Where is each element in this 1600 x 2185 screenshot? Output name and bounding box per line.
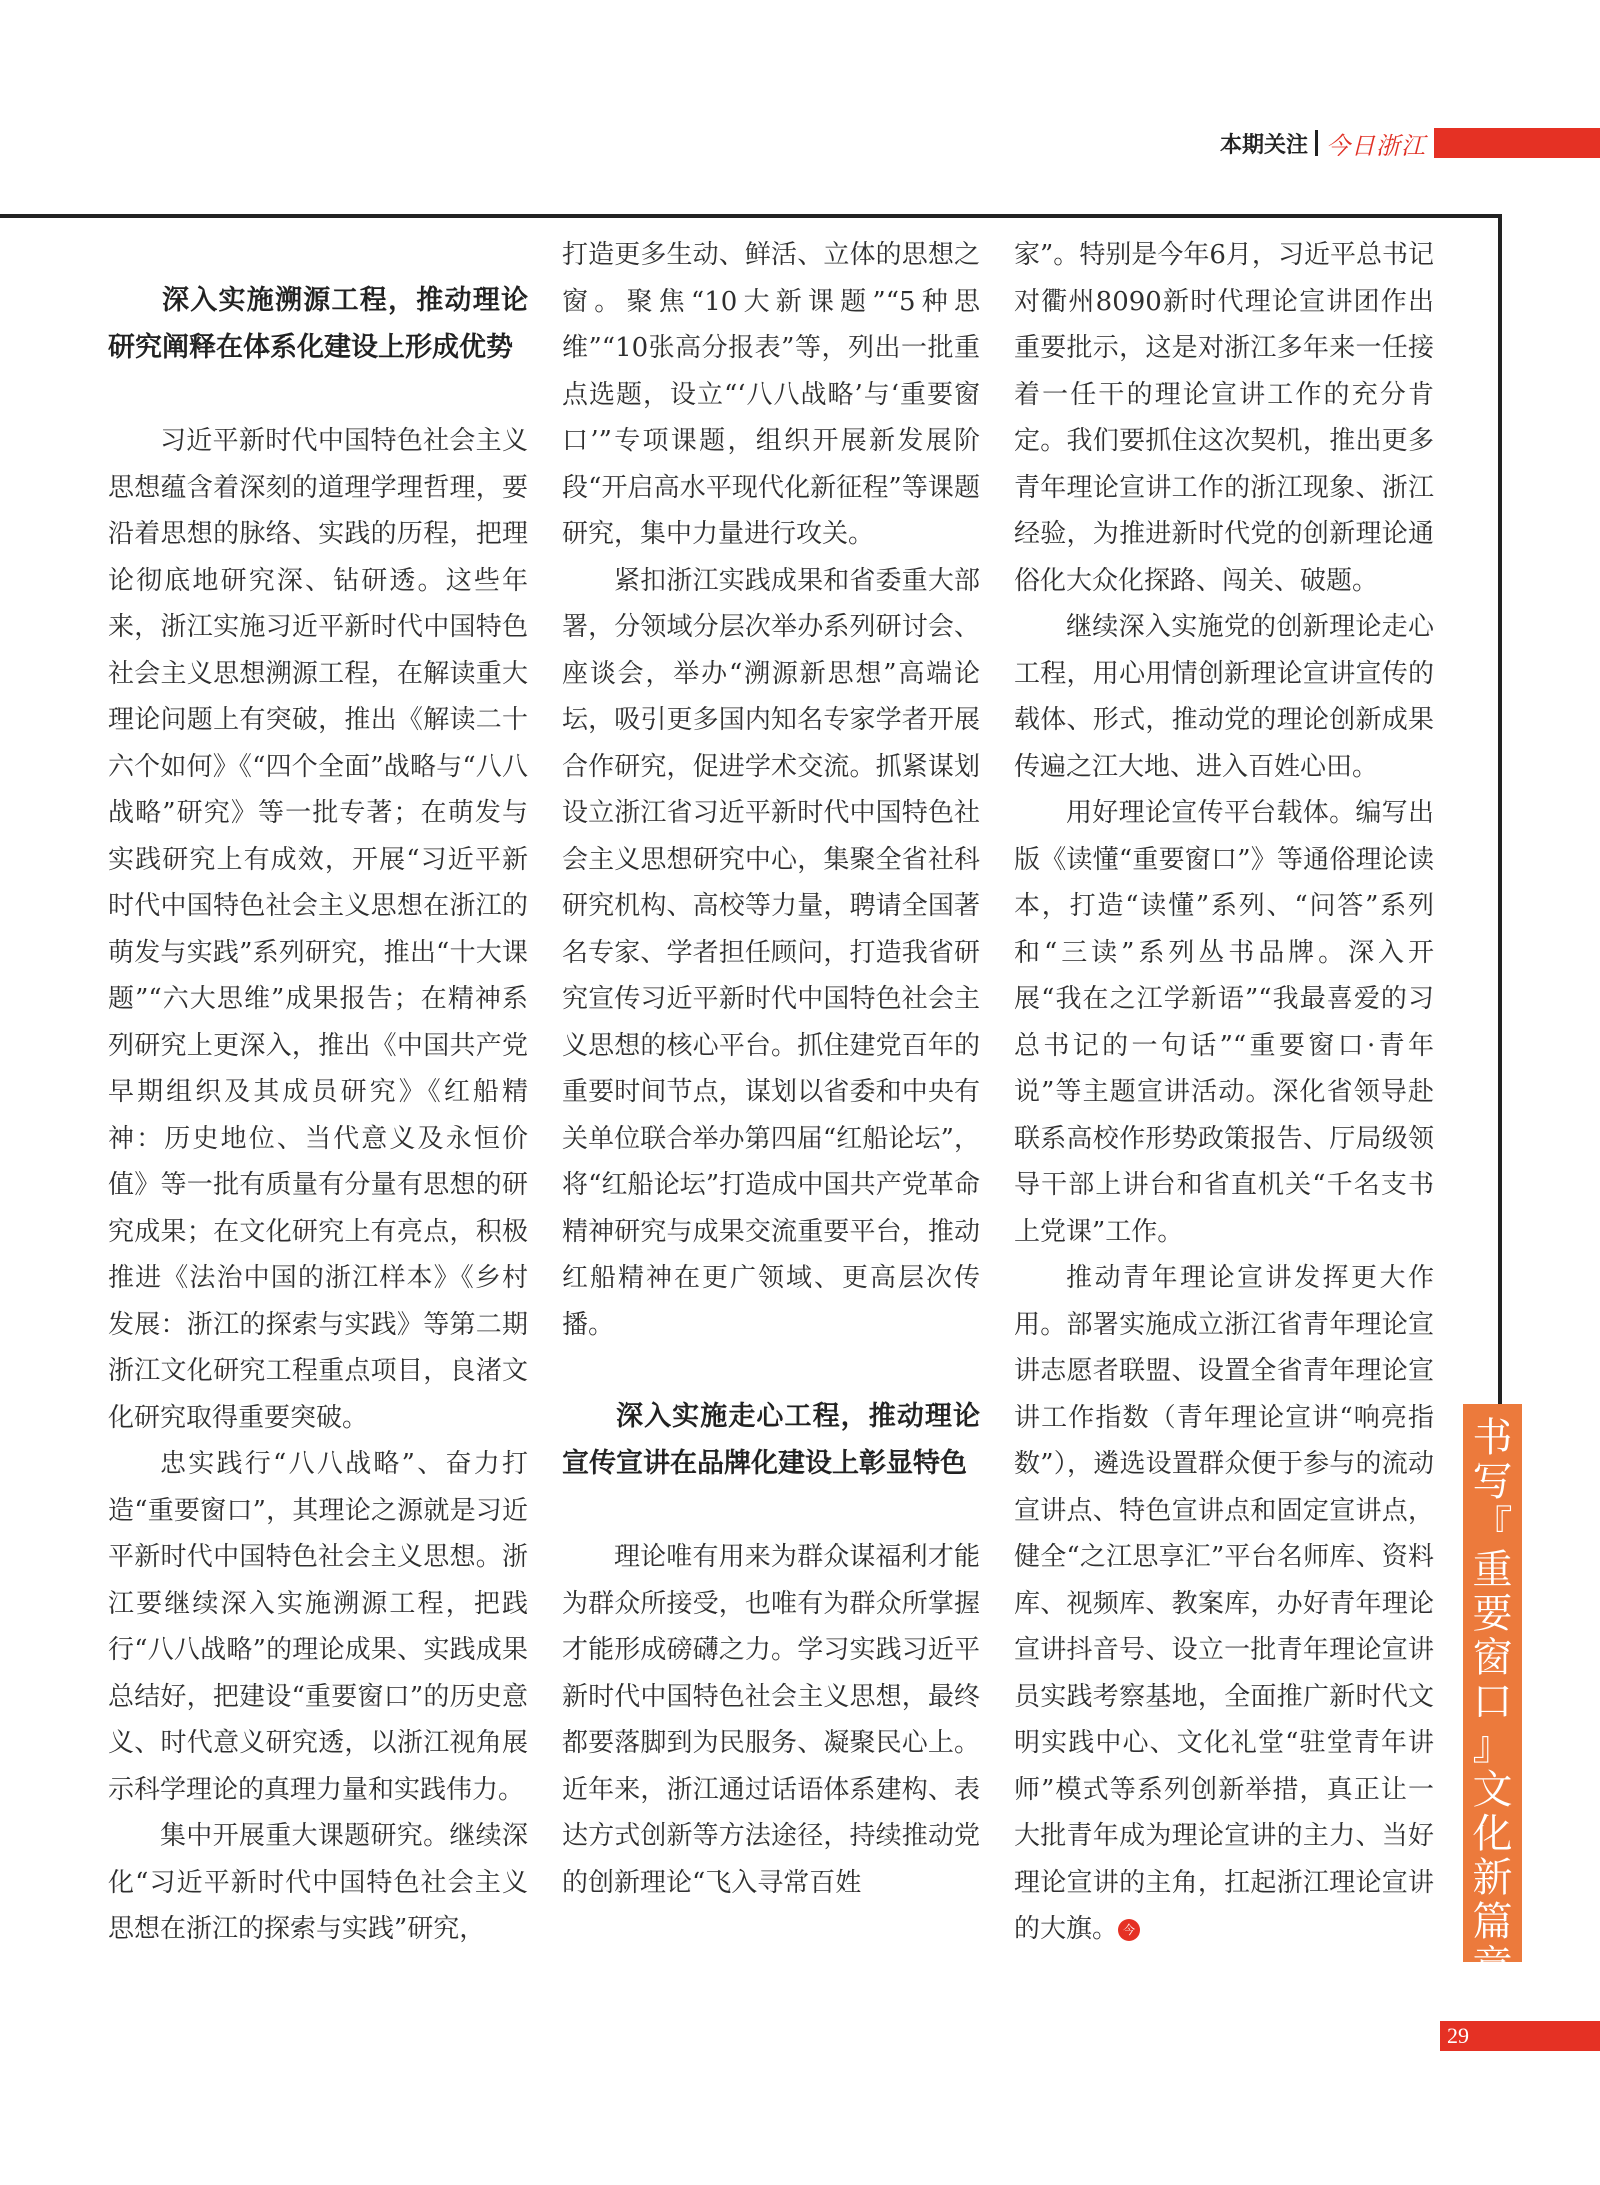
paragraph: 用好理论宣传平台载体。编写出版《读懂“重要窗口”》等通俗理论读本，打造“读懂”系列、“问答”系列和“三读”系列丛书品牌。深入开展“我在之江学新语”“我最喜爱的习总书记的一句话”“重要窗口·青年说”等主题宣讲活动。深化省领导赴联系高校作形势政策报告、厅局级领导干部上讲台和省直机关“千名支书上党课”工作。: [1014, 798, 1434, 1247]
tag-char: 书: [1472, 1415, 1513, 1461]
tag-char: 窗: [1472, 1635, 1513, 1681]
paragraph: 家”。特别是今年6月，习近平总书记对衢州8090新时代理论宣讲团作出重要批示，这是对浙江多年来一任接着一任干的理论宣讲工作的充分肯定。我们要抓住这次契机，推出更多青年理论宣讲工作的浙江现象、浙江经验，为推进新时代党的创新理论通俗化大众化探路、闯关、破题。: [1014, 240, 1434, 596]
frame-top-rule: [0, 214, 1501, 218]
paragraph-text: 推动青年理论宣讲发挥更大作用。部署实施成立浙江省青年理论宣讲志愿者联盟、设置全省青年理论宣讲工作指数（青年理论宣讲“响亮指数”），遴选设置群众便于参与的流动宣讲点、特色宣讲点和固定宣讲点，健全“之江思享汇”平台名师库、资料库、视频库、教案库，办好青年理论宣讲抖音号、设立一批青年理论宣讲员实践考察基地，全面推广新时代文明实践中心、文化礼堂“驻堂青年讲师”模式等系列创新举措，真正让一大批青年成为理论宣讲的主力、当好理论宣讲的主角，扛起浙江理论宣讲的大旗。: [1014, 1263, 1434, 1944]
header-red-bar: [1434, 128, 1600, 158]
paragraph: 继续深入实施党的创新理论走心工程，用心用情创新理论宣讲宣传的载体、形式，推动党的理论创新成果传遍之江大地、进入百姓心田。: [1014, 612, 1434, 782]
tag-char: 『: [1472, 1503, 1513, 1549]
tag-char: 重: [1472, 1547, 1513, 1593]
end-of-article-icon: 今: [1118, 1919, 1140, 1941]
magazine-logo: 今日浙江: [1326, 131, 1426, 160]
tag-char: 章: [1472, 1943, 1513, 1989]
paragraph: 习近平新时代中国特色社会主义思想蕴含着深刻的道理学理哲理，要沿着思想的脉络、实践的历程，把理论彻底地研究深、钻研透。这些年来，浙江实施习近平新时代中国特色社会主义思想溯源工程，在解读重大理论问题上有突破，推出《解读二十六个如何》《“四个全面”战略与“八八战略”研究》等一批专著；在萌发与实践研究上有成效，开展“习近平新时代中国特色社会主义思想在浙江的萌发与实践”系列研究，推出“十大课题”“六大思维”成果报告；在精神系列研究上更深入，推出《中国共产党早期组织及其成员研究》《红船精神：历史地位、当代意义及永恒价值》等一批有质量有分量有思想的研究成果；在文化研究上有亮点，积极推进《法治中国的浙江样本》《乡村发展：浙江的探索与实践》等第二期浙江文化研究工程重点项目，良渚文化研究取得重要突破。: [108, 426, 528, 1433]
paragraph: [1014, 1255, 1434, 1953]
paragraph: 打造更多生动、鲜活、立体的思想之窗。聚焦“10大新课题”“5种思维”“10张高分报表”等，列出一批重点选题，设立“‘八八战略’与‘重要窗口’”专项课题，组织开展新发展阶段“开启高水平现代化新征程”等课题研究，集中力量进行攻关。: [562, 240, 980, 549]
page-number-bar: [1440, 2021, 1600, 2051]
vertical-section-tag: [1463, 1404, 1522, 1989]
tag-char: 文: [1472, 1767, 1513, 1813]
article-column-3: [1014, 232, 1434, 1953]
paragraph: 忠实践行“八八战略”、奋力打造“重要窗口”，其理论之源就是习近平新时代中国特色社会主义思想。浙江要继续深入实施溯源工程，把践行“八八战略”的理论成果、实践成果总结好，把建设“重要窗口”的历史意义、时代意义研究透，以浙江视角展示科学理论的真理力量和实践伟力。: [108, 1449, 528, 1805]
header-divider: [1315, 130, 1318, 156]
section-heading: 深入实施溯源工程，推动理论研究阐释在体系化建设上形成优势: [108, 285, 528, 363]
tag-char: 口: [1472, 1679, 1513, 1725]
tag-char: 篇: [1472, 1899, 1513, 1945]
paragraph: 紧扣浙江实践成果和省委重大部署，分领域分层次举办系列研讨会、座谈会，举办“溯源新思想”高端论坛，吸引更多国内知名专家学者开展合作研究，促进学术交流。抓紧谋划设立浙江省习近平新时代中国特色社会主义思想研究中心，集聚全省社科研究机构、高校等力量，聘请全国著名专家、学者担任顾问，打造我省研究宣传习近平新时代中国特色社会主义思想的核心平台。抓住建党百年的重要时间节点，谋划以省委和中央有关单位联合举办第四届“红船论坛”，将“红船论坛”打造成中国共产党革命精神研究与成果交流重要平台，推动红船精神在更广领域、更高层次传播。: [562, 565, 980, 1340]
tag-char: 新: [1472, 1855, 1513, 1901]
section-heading: 深入实施走心工程，推动理论宣传宣讲在品牌化建设上彰显特色: [562, 1401, 980, 1479]
tag-char: 化: [1472, 1811, 1513, 1857]
paragraph: 集中开展重大课题研究。继续深化“习近平新时代中国特色社会主义思想在浙江的探索与实践”研究，: [108, 1821, 528, 1944]
frame-right-rule: [1498, 214, 1502, 1404]
paragraph: 理论唯有用来为群众谋福利才能为群众所接受，也唯有为群众所掌握才能形成磅礴之力。学习实践习近平新时代中国特色社会主义思想，最终都要落脚到为民服务、凝聚民心上。近年来，浙江通过话语体系建构、表达方式创新等方法途径，持续推动党的创新理论“飞入寻常百姓: [562, 1542, 980, 1898]
tag-char: 要: [1472, 1591, 1513, 1637]
section-label: 本期关注: [1219, 132, 1308, 158]
tag-char: 写: [1472, 1459, 1513, 1505]
page-number: 29: [1447, 2023, 1469, 2048]
tag-char: 』: [1472, 1723, 1513, 1769]
article-column-1: [108, 232, 528, 1953]
article-column-2: [562, 232, 980, 1906]
page-header: [1220, 126, 1600, 160]
